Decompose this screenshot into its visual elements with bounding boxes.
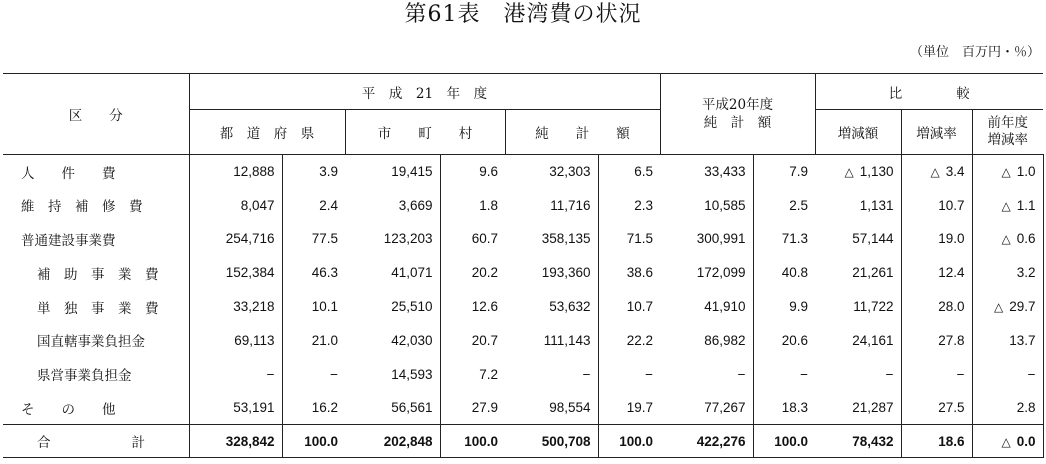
cell-value: △ 3.4 xyxy=(901,155,972,189)
cell-value: △ 0.6 xyxy=(972,222,1043,256)
table-row xyxy=(3,290,1043,324)
table-row xyxy=(3,188,1043,222)
cell-value: 24,161 xyxy=(815,323,901,357)
table-row xyxy=(3,391,1043,425)
cell-value: 300,991 xyxy=(660,222,753,256)
cell-value: 27.5 xyxy=(901,391,972,425)
unit-note: （単位 百万円・％） xyxy=(909,45,1040,60)
cell-value: − xyxy=(645,366,653,382)
cell-value: 41,910 xyxy=(660,290,753,324)
row-label: 合 計 xyxy=(3,425,189,458)
table-row xyxy=(3,155,1043,189)
cell-value: 21,287 xyxy=(815,391,901,425)
cell-value: 2.4 xyxy=(319,197,338,213)
cell-value: 20.2 xyxy=(471,265,498,281)
cell-value: 12,888 xyxy=(189,155,282,189)
cell-value: 19.7 xyxy=(626,400,653,416)
cell-value: 202,848 xyxy=(345,425,440,458)
cell-value: 422,276 xyxy=(660,425,753,458)
cell-value: 27.9 xyxy=(471,400,498,416)
cell-value: 16.2 xyxy=(311,400,338,416)
header-diff-amount: 増減額 xyxy=(815,110,901,155)
cell-value: 9.6 xyxy=(479,164,498,180)
header-net-total: 純 計 額 xyxy=(505,110,660,155)
cell-value: 10.7 xyxy=(901,188,972,222)
cell-value: 7.9 xyxy=(789,164,808,180)
cell-value: 254,716 xyxy=(189,222,282,256)
row-label: 維 持 補 修 費 xyxy=(3,188,189,222)
header-prefecture: 都 道 府 県 xyxy=(189,110,345,155)
header-prev-rate xyxy=(972,110,1043,155)
cell-value: − xyxy=(330,366,338,382)
cell-value: 2.5 xyxy=(789,197,808,213)
cell-value: 10.7 xyxy=(626,299,653,315)
cell-value: 100.0 xyxy=(282,425,345,458)
cell-value: 3.2 xyxy=(972,256,1043,290)
harbor-cost-table xyxy=(3,73,1044,458)
row-label: 単 独 事 業 費 xyxy=(3,290,189,324)
cell-value: 6.5 xyxy=(634,164,653,180)
table-row xyxy=(3,323,1043,357)
cell-value: − xyxy=(189,357,282,391)
header-year21: 平 成 21 年 度 xyxy=(189,74,660,110)
cell-value: 19,415 xyxy=(345,155,440,189)
cell-value: 10,585 xyxy=(660,188,753,222)
table-row xyxy=(3,357,1043,391)
cell-value: 71.5 xyxy=(626,231,653,247)
header-municipal: 市 町 村 xyxy=(345,110,505,155)
cell-value: 3.9 xyxy=(319,164,338,180)
cell-value: 69,113 xyxy=(189,323,282,357)
cell-value: 60.7 xyxy=(471,231,498,247)
cell-value: 11,716 xyxy=(505,188,598,222)
cell-value: 38.6 xyxy=(626,265,653,281)
cell-value: 7.2 xyxy=(479,366,498,382)
cell-value: 1,131 xyxy=(815,188,901,222)
table-row xyxy=(3,256,1043,290)
cell-value: 20.6 xyxy=(781,332,808,348)
row-label: 補 助 事 業 費 xyxy=(3,256,189,290)
row-label: そ の 他 xyxy=(3,391,189,425)
cell-value: 111,143 xyxy=(505,323,598,357)
cell-value: 14,593 xyxy=(345,357,440,391)
cell-value: 21.0 xyxy=(311,332,338,348)
cell-value: 328,842 xyxy=(189,425,282,458)
cell-value: 86,982 xyxy=(660,323,753,357)
cell-value: △ 1.1 xyxy=(972,188,1043,222)
header-compare: 比 較 xyxy=(815,74,1043,110)
cell-value: 25,510 xyxy=(345,290,440,324)
cell-value: 33,218 xyxy=(189,290,282,324)
header-year20-line2: 純 計 額 xyxy=(703,115,772,131)
cell-value: 12.4 xyxy=(901,256,972,290)
cell-value: − xyxy=(660,357,753,391)
cell-value: △ 29.7 xyxy=(972,290,1043,324)
header-diff-rate: 増減率 xyxy=(901,110,972,155)
row-label: 県営事業負担金 xyxy=(3,357,189,391)
cell-value: 22.2 xyxy=(626,332,653,348)
cell-value: 32,303 xyxy=(505,155,598,189)
cell-value: △ 1,130 xyxy=(815,155,901,189)
cell-value: 358,135 xyxy=(505,222,598,256)
cell-value: 46.3 xyxy=(311,265,338,281)
cell-value: 77,267 xyxy=(660,391,753,425)
cell-value: 28.0 xyxy=(901,290,972,324)
cell-value: 500,708 xyxy=(505,425,598,458)
cell-value: 3,669 xyxy=(345,188,440,222)
cell-value: 100.0 xyxy=(440,425,505,458)
cell-value: 78,432 xyxy=(815,425,901,458)
cell-value: 18.6 xyxy=(901,425,972,458)
cell-value: 57,144 xyxy=(815,222,901,256)
cell-value: 152,384 xyxy=(189,256,282,290)
row-label: 普通建設事業費 xyxy=(3,222,189,256)
cell-value: 41,071 xyxy=(345,256,440,290)
table-body xyxy=(3,155,1043,458)
cell-value: 2.8 xyxy=(972,391,1043,425)
cell-value: − xyxy=(505,357,598,391)
table-title: 第61表 港湾費の状況 xyxy=(404,2,642,27)
header-prev-rate-line1: 前年度 xyxy=(987,115,1029,131)
cell-value: 100.0 xyxy=(598,425,660,458)
header-year20-line1: 平成20年度 xyxy=(701,97,774,113)
cell-value: 12.6 xyxy=(471,299,498,315)
cell-value: 9.9 xyxy=(789,299,808,315)
cell-value: 172,099 xyxy=(660,256,753,290)
cell-value: − xyxy=(901,357,972,391)
cell-value: 56,561 xyxy=(345,391,440,425)
cell-value: 193,360 xyxy=(505,256,598,290)
cell-value: △ 1.0 xyxy=(972,155,1043,189)
cell-value: 123,203 xyxy=(345,222,440,256)
cell-value: 71.3 xyxy=(781,231,808,247)
cell-value: 1.8 xyxy=(479,197,498,213)
cell-value: 8,047 xyxy=(189,188,282,222)
cell-value: 20.7 xyxy=(471,332,498,348)
table-row xyxy=(3,222,1043,256)
cell-value: 98,554 xyxy=(505,391,598,425)
cell-value: 53,191 xyxy=(189,391,282,425)
header-year20 xyxy=(660,74,815,155)
cell-value: 21,261 xyxy=(815,256,901,290)
cell-value: 13.7 xyxy=(972,323,1043,357)
cell-value: 53,632 xyxy=(505,290,598,324)
cell-value: 100.0 xyxy=(753,425,815,458)
cell-value: − xyxy=(800,366,808,382)
cell-value: 33,433 xyxy=(660,155,753,189)
cell-value: 10.1 xyxy=(311,299,338,315)
cell-value: 11,722 xyxy=(815,290,901,324)
row-label: 国直轄事業負担金 xyxy=(3,323,189,357)
cell-value: 19.0 xyxy=(901,222,972,256)
header-category: 区 分 xyxy=(3,74,189,155)
cell-value: − xyxy=(815,357,901,391)
cell-value: 40.8 xyxy=(781,265,808,281)
header-prev-rate-line2: 増減率 xyxy=(987,132,1029,148)
cell-value: 2.3 xyxy=(634,197,653,213)
cell-value: 18.3 xyxy=(781,400,808,416)
table-row xyxy=(3,425,1043,458)
cell-value: 42,030 xyxy=(345,323,440,357)
cell-value: − xyxy=(972,357,1043,391)
cell-value: 27.8 xyxy=(901,323,972,357)
cell-value: 77.5 xyxy=(311,231,338,247)
row-label: 人 件 費 xyxy=(3,155,189,189)
cell-value: △ 0.0 xyxy=(972,425,1043,458)
